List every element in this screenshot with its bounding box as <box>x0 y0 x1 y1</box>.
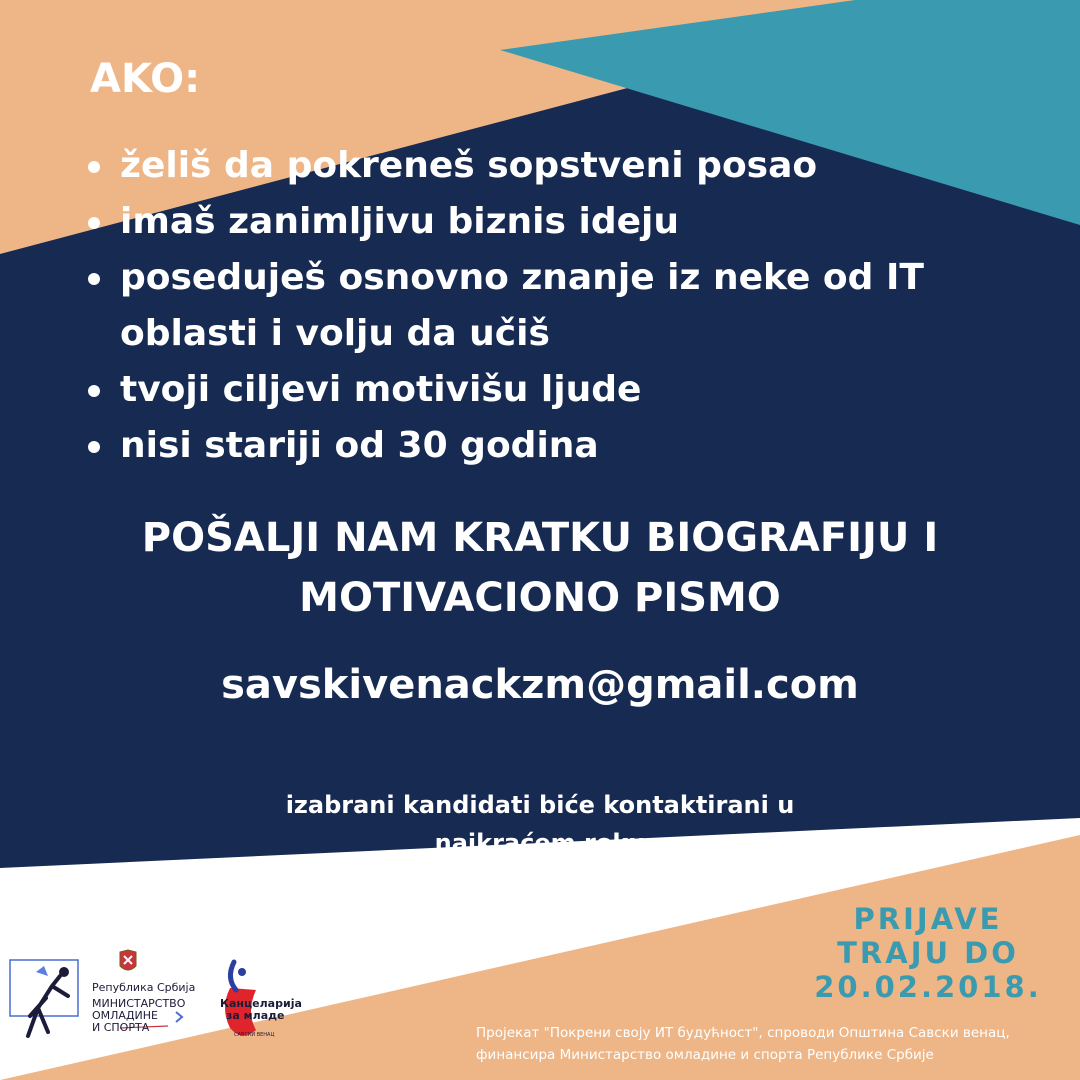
list-item-text: želiš da pokreneš sopstveni posao <box>120 145 818 186</box>
deadline-line: PRIJAVE <box>853 902 1003 936</box>
list-item-text: nisi stariji od 30 godina <box>120 425 599 466</box>
list-item <box>88 194 924 250</box>
requirements-list <box>88 138 924 474</box>
youth-head-icon <box>238 968 246 976</box>
youth-arc-icon <box>230 962 236 990</box>
list-item <box>88 250 924 362</box>
heading: AKO: <box>90 56 201 102</box>
runner-figure-icon <box>28 976 68 1036</box>
youth-office-logo-line: за младе <box>226 1009 285 1022</box>
list-item-text: tvoji ciljevi motivišu ljude <box>120 369 642 410</box>
selection-note-line: izabrani kandidati biće kontaktirani u <box>285 791 795 819</box>
deadline-notice <box>798 902 1058 1004</box>
call-to-action-line: MOTIVACIONO PISMO <box>299 575 781 621</box>
call-to-action <box>0 508 1080 628</box>
footer-line: финансира Министарство омладине и спорта Републике Србије <box>476 1047 934 1063</box>
bullet-icon <box>88 161 100 173</box>
selection-note-line: najkraćem roku <box>434 829 646 857</box>
ministry-logo-line: ОМЛАДИНЕ <box>92 1009 158 1022</box>
runner-head-icon <box>59 967 69 977</box>
list-item-text: poseduješ osnovno znanje iz neke od IT <box>120 257 924 298</box>
chevron-right-icon <box>176 1012 182 1022</box>
ministry-logo <box>8 946 196 1042</box>
list-item <box>88 138 924 194</box>
list-item <box>88 418 924 474</box>
bullet-icon <box>88 273 100 285</box>
ministry-logo-line: И СПОРТА <box>92 1021 150 1034</box>
list-item-text: imaš zanimljivu biznis ideju <box>120 201 679 242</box>
selection-note <box>0 786 1080 862</box>
ministry-logo-line: МИНИСТАРСТВО <box>92 997 186 1010</box>
bullet-icon <box>88 441 100 453</box>
bullet-icon <box>88 385 100 397</box>
contact-email: savskivenackzm@gmail.com <box>221 662 859 708</box>
deadline-date: 20.02.2018. <box>814 970 1042 1004</box>
flag-accent-icon <box>36 966 48 976</box>
bullet-icon <box>88 217 100 229</box>
youth-office-logo-line: САВСКИ ВЕНАЦ <box>234 1032 275 1038</box>
list-item <box>88 362 924 418</box>
youth-office-logo <box>212 952 302 1048</box>
deadline-line: TRAJU DO <box>837 936 1019 970</box>
youth-office-logo-line: Канцеларија <box>220 997 302 1010</box>
footer-line: Пројекат "Покрени своју ИТ будућност", спроводи Општина Савски венац, <box>476 1025 1010 1041</box>
project-footer <box>476 1022 1010 1066</box>
call-to-action-line: POŠALJI NAM KRATKU BIOGRAFIJU I <box>141 515 939 561</box>
ministry-logo-line: Република Србија <box>92 981 196 994</box>
list-item-text: oblasti i volju da učiš <box>120 313 550 354</box>
